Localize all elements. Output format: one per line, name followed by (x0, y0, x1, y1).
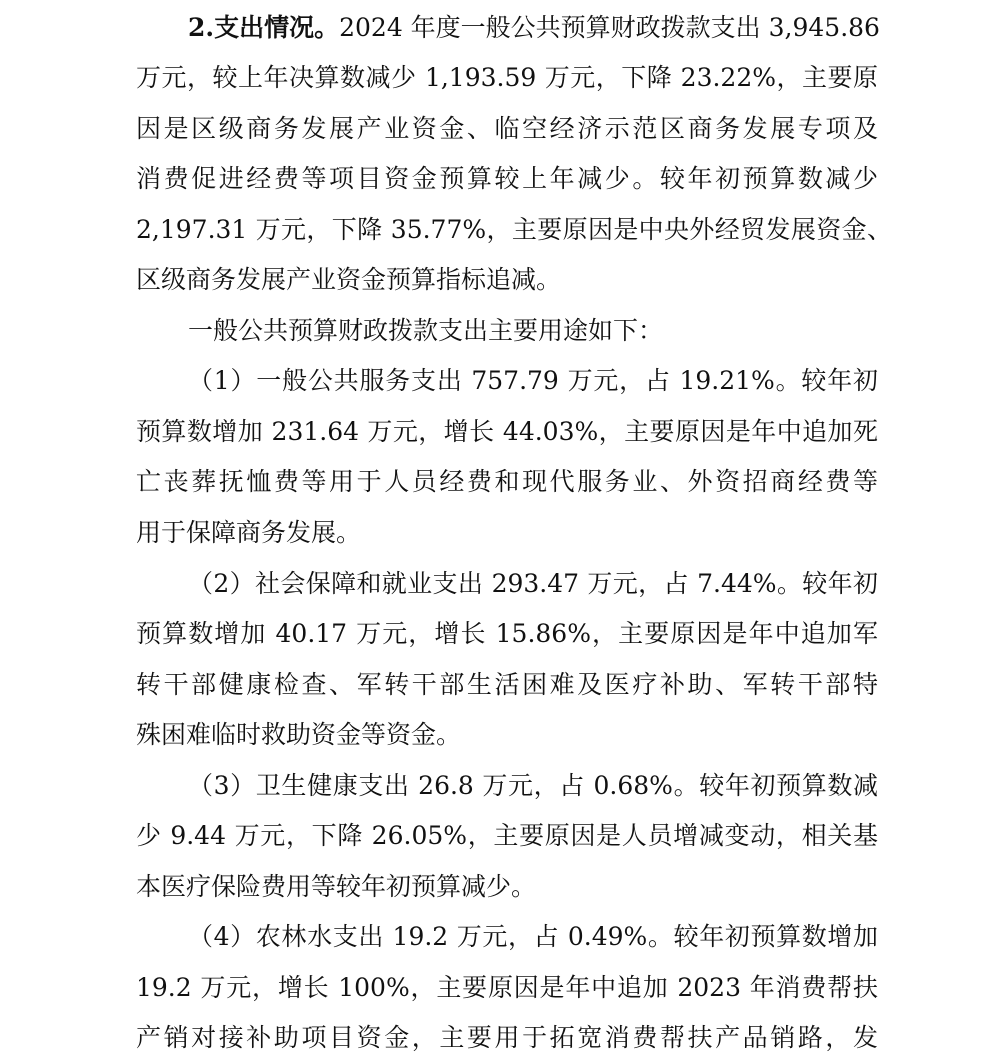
line-text: 一般公共预算财政拨款支出主要用途如下： (188, 316, 664, 345)
line-text: 2,197.31 万元，下降 35.77%，主要原因是中央外经贸发展资金、 (136, 215, 892, 244)
paragraph-line (0, 456, 878, 507)
line-text: 19.2 万元，增长 100%，主要原因是年中追加 2023 年消费帮扶 (136, 973, 878, 1002)
line-text: 区级商务发展产业资金预算指标追减。 (136, 265, 562, 294)
line-text: 万元，较上年决算数减少 1,193.59 万元，下降 23.22%，主要原 (136, 63, 878, 92)
line-text: 本医疗保险费用等较年初预算减少。 (136, 872, 537, 901)
paragraph-line (0, 2, 878, 53)
paragraph-line (0, 355, 878, 406)
line-text: 转干部健康检查、军转干部生活困难及医疗补助、军转干部特 (136, 670, 878, 699)
paragraph-line (0, 558, 878, 609)
line-text: 亡丧葬抚恤费等用于人员经费和现代服务业、外资招商经费等 (136, 467, 878, 496)
line-text: （2）社会保障和就业支出 293.47 万元，占 7.44%。较年初 (188, 569, 878, 598)
paragraph-line (0, 1012, 878, 1057)
paragraph-line (0, 962, 878, 1013)
line-text: 消费促进经费等项目资金预算较上年减少。较年初预算数减少 (136, 164, 878, 193)
line-text: 预算数增加 231.64 万元，增长 44.03%，主要原因是年中追加死 (136, 417, 878, 446)
paragraph-line (0, 204, 892, 255)
paragraph-line (0, 254, 1000, 305)
paragraph-line (0, 709, 1000, 760)
line-text: （3）卫生健康支出 26.8 万元，占 0.68%。较年初预算数减 (188, 771, 878, 800)
line-text: 少 9.44 万元，下降 26.05%，主要原因是人员增减变动，相关基 (136, 821, 878, 850)
paragraph-line (0, 103, 878, 154)
line-text: （4）农林水支出 19.2 万元，占 0.49%。较年初预算数增加 (188, 922, 878, 951)
paragraph-line (0, 911, 878, 962)
paragraph-line (0, 507, 1000, 558)
line-text: 殊困难临时救助资金等资金。 (136, 720, 462, 749)
paragraph-line (0, 810, 878, 861)
line-text: 产销对接补助项目资金，主要用于拓宽消费帮扶产品销路，发 (136, 1023, 878, 1052)
paragraph-line (0, 153, 878, 204)
paragraph-line (0, 305, 1000, 356)
paragraph-line (0, 52, 878, 103)
paragraph-line (0, 760, 878, 811)
section-heading: 2.支出情况。 (188, 13, 340, 42)
line-text: 因是区级商务发展产业资金、临空经济示范区商务发展专项及 (136, 114, 878, 143)
paragraph-line (0, 406, 878, 457)
line-text: 2024 年度一般公共预算财政拨款支出 3,945.86 (339, 13, 880, 42)
line-text: （1）一般公共服务支出 757.79 万元，占 19.21%。较年初 (188, 366, 878, 395)
line-text: 预算数增加 40.17 万元，增长 15.86%，主要原因是年中追加军 (136, 619, 878, 648)
paragraph-line (0, 861, 1000, 912)
paragraph-line (0, 608, 878, 659)
paragraph-line (0, 659, 878, 710)
line-text: 用于保障商务发展。 (136, 518, 362, 547)
